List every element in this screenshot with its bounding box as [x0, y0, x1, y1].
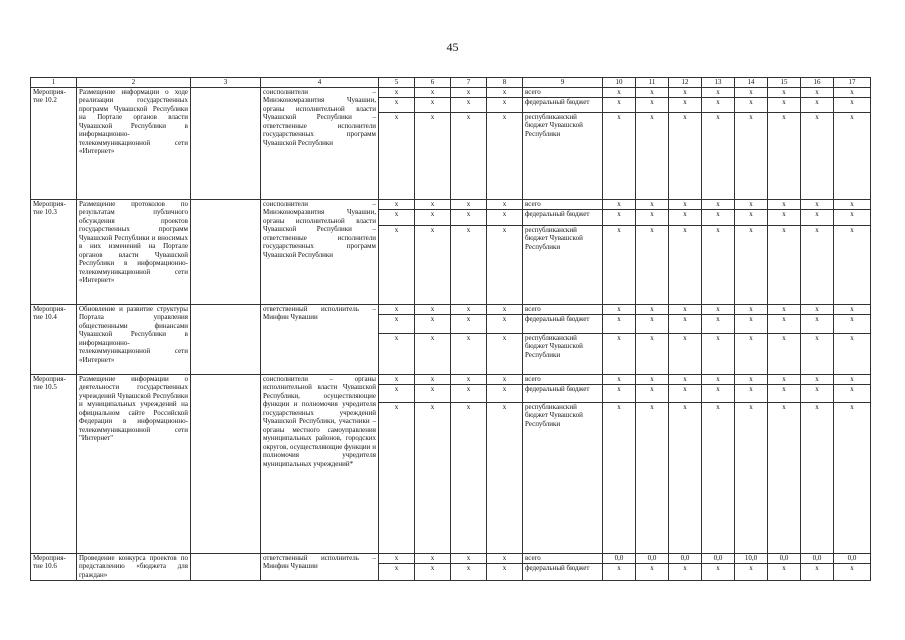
code-cell-c7: х: [451, 402, 487, 553]
year-value-13: х: [702, 112, 735, 199]
year-value-16: х: [801, 563, 834, 580]
year-value-11: х: [636, 402, 669, 553]
year-value-14: х: [735, 225, 768, 304]
table-row: [31, 199, 871, 209]
code-cell-c5: х: [379, 112, 415, 199]
year-value-11: х: [636, 199, 669, 209]
year-value-15: х: [768, 112, 801, 199]
year-value-14: х: [735, 402, 768, 553]
year-value-14: х: [735, 199, 768, 209]
code-cell-c6: х: [415, 225, 451, 304]
activity-title: Обновление и развитие структуры Портала управления общественными финансами Чувашской Республики в информационно-телекоммуникационной сети «Интернет»: [77, 304, 191, 374]
code-cell-c8: х: [487, 304, 523, 314]
year-value-10: х: [603, 304, 636, 314]
funding-source: всего: [523, 553, 603, 563]
year-value-17: х: [834, 225, 871, 304]
year-value-11: х: [636, 333, 669, 374]
year-value-13: х: [702, 314, 735, 333]
year-value-13: х: [702, 199, 735, 209]
year-value-12: х: [669, 563, 702, 580]
code-cell-c6: х: [415, 384, 451, 402]
code-cell-c6: х: [415, 402, 451, 553]
year-value-11: 0,0: [636, 553, 669, 563]
code-cell-c8: х: [487, 209, 523, 225]
year-value-10: х: [603, 563, 636, 580]
year-value-17: х: [834, 304, 871, 314]
year-value-12: х: [669, 333, 702, 374]
code-cell-c8: х: [487, 563, 523, 580]
year-value-17: х: [834, 209, 871, 225]
column-number-15: 15: [768, 78, 801, 88]
column-number-8: 8: [487, 78, 523, 88]
year-value-11: х: [636, 374, 669, 384]
year-value-16: х: [801, 225, 834, 304]
code-cell-c7: х: [451, 209, 487, 225]
year-value-16: х: [801, 333, 834, 374]
column-number-row: [31, 78, 871, 88]
code-cell-c6: х: [415, 209, 451, 225]
year-value-10: х: [603, 225, 636, 304]
code-cell-c8: х: [487, 384, 523, 402]
year-value-10: х: [603, 384, 636, 402]
year-value-16: 0,0: [801, 553, 834, 563]
code-cell-c8: х: [487, 87, 523, 97]
year-value-13: х: [702, 563, 735, 580]
funding-source: республиканский бюджет Чувашской Республики: [523, 112, 603, 199]
activity-column-3: [191, 87, 261, 199]
code-cell-c8: х: [487, 314, 523, 333]
year-value-11: х: [636, 112, 669, 199]
year-value-14: х: [735, 209, 768, 225]
year-value-12: х: [669, 209, 702, 225]
code-cell-c5: х: [379, 209, 415, 225]
code-cell-c7: х: [451, 384, 487, 402]
year-value-15: х: [768, 225, 801, 304]
year-value-15: х: [768, 97, 801, 112]
year-value-13: х: [702, 87, 735, 97]
year-value-15: х: [768, 199, 801, 209]
year-value-14: х: [735, 97, 768, 112]
year-value-17: х: [834, 87, 871, 97]
year-value-13: х: [702, 384, 735, 402]
activity-executor: соисполнители – Минэкономразвития Чувашии, органы исполнительной власти Чувашской Республики – ответственные исполнители государственных программ Чувашской Республики: [261, 87, 379, 199]
column-number-2: 2: [77, 78, 191, 88]
year-value-17: х: [834, 314, 871, 333]
code-cell-c7: х: [451, 333, 487, 374]
year-value-14: х: [735, 304, 768, 314]
year-value-10: х: [603, 112, 636, 199]
code-cell-c7: х: [451, 553, 487, 563]
year-value-11: х: [636, 209, 669, 225]
year-value-13: х: [702, 209, 735, 225]
code-cell-c7: х: [451, 304, 487, 314]
year-value-17: х: [834, 402, 871, 553]
code-cell-c5: х: [379, 563, 415, 580]
funding-source: федеральный бюджет: [523, 384, 603, 402]
year-value-13: х: [702, 97, 735, 112]
funding-source: федеральный бюджет: [523, 209, 603, 225]
year-value-10: х: [603, 209, 636, 225]
column-number-7: 7: [451, 78, 487, 88]
year-value-10: х: [603, 374, 636, 384]
code-cell-c7: х: [451, 199, 487, 209]
code-cell-c8: х: [487, 225, 523, 304]
year-value-11: х: [636, 563, 669, 580]
column-number-11: 11: [636, 78, 669, 88]
year-value-14: х: [735, 563, 768, 580]
funding-source: всего: [523, 87, 603, 97]
year-value-14: 10,0: [735, 553, 768, 563]
code-cell-c8: х: [487, 374, 523, 384]
column-number-9: 9: [523, 78, 603, 88]
year-value-12: х: [669, 314, 702, 333]
year-value-12: х: [669, 112, 702, 199]
code-cell-c8: х: [487, 97, 523, 112]
year-value-17: х: [834, 97, 871, 112]
year-value-13: х: [702, 402, 735, 553]
year-value-16: х: [801, 304, 834, 314]
year-value-14: х: [735, 314, 768, 333]
activity-code: Мероприя-тие 10.3: [31, 199, 77, 304]
year-value-16: х: [801, 384, 834, 402]
code-cell-c5: х: [379, 87, 415, 97]
year-value-12: х: [669, 384, 702, 402]
code-cell-c5: х: [379, 553, 415, 563]
year-value-10: х: [603, 333, 636, 374]
year-value-15: х: [768, 563, 801, 580]
column-number-16: 16: [801, 78, 834, 88]
column-number-4: 4: [261, 78, 379, 88]
column-number-1: 1: [31, 78, 77, 88]
year-value-14: х: [735, 333, 768, 374]
year-value-17: х: [834, 384, 871, 402]
year-value-15: х: [768, 402, 801, 553]
year-value-15: х: [768, 314, 801, 333]
code-cell-c5: х: [379, 314, 415, 333]
year-value-12: х: [669, 374, 702, 384]
table-row: [31, 374, 871, 384]
code-cell-c7: х: [451, 314, 487, 333]
code-cell-c8: х: [487, 402, 523, 553]
activity-column-3: [191, 374, 261, 553]
year-value-15: х: [768, 333, 801, 374]
activity-title: Проведение конкурса проектов по представлению «бюджета для граждан»: [77, 553, 191, 580]
code-cell-c6: х: [415, 333, 451, 374]
year-value-11: х: [636, 384, 669, 402]
table-body: [31, 78, 871, 581]
code-cell-c7: х: [451, 225, 487, 304]
year-value-13: х: [702, 225, 735, 304]
code-cell-c5: х: [379, 384, 415, 402]
column-number-14: 14: [735, 78, 768, 88]
year-value-14: х: [735, 87, 768, 97]
year-value-15: х: [768, 209, 801, 225]
year-value-16: х: [801, 112, 834, 199]
code-cell-c6: х: [415, 304, 451, 314]
code-cell-c5: х: [379, 225, 415, 304]
year-value-11: х: [636, 314, 669, 333]
year-value-16: х: [801, 374, 834, 384]
year-value-11: х: [636, 225, 669, 304]
year-value-13: х: [702, 333, 735, 374]
code-cell-c8: х: [487, 553, 523, 563]
year-value-12: 0,0: [669, 553, 702, 563]
code-cell-c5: х: [379, 402, 415, 553]
activity-executor: соисполнители – органы исполнительной власти Чувашской Республики, осуществляющие функции и полномочия учредителя государственных учреждений Чувашской Республики, участники – органы местного самоуправления муниципальных районов, городских округов, осуществляющие функции и полномочия учредителя муниципальных учреждений*: [261, 374, 379, 553]
year-value-14: х: [735, 374, 768, 384]
table-row: [31, 304, 871, 314]
year-value-13: х: [702, 304, 735, 314]
page-number: 45: [446, 40, 459, 54]
code-cell-c7: х: [451, 87, 487, 97]
column-number-6: 6: [415, 78, 451, 88]
table-row: [31, 553, 871, 563]
activity-executor: ответственный исполнитель – Минфин Чувашии: [261, 304, 379, 374]
code-cell-c6: х: [415, 199, 451, 209]
year-value-10: х: [603, 314, 636, 333]
funding-source: федеральный бюджет: [523, 563, 603, 580]
code-cell-c7: х: [451, 563, 487, 580]
year-value-16: х: [801, 314, 834, 333]
column-number-3: 3: [191, 78, 261, 88]
code-cell-c7: х: [451, 97, 487, 112]
code-cell-c6: х: [415, 563, 451, 580]
year-value-11: х: [636, 304, 669, 314]
activity-title: Размещение протоколов по результатам публичного обсуждения проектов государственных программ Чувашской Республики и вносимых в них изменений на Портале органов власти Чувашской Республики в информационно-телекоммуникационной сети «Интернет»: [77, 199, 191, 304]
code-cell-c6: х: [415, 87, 451, 97]
activity-title: Размещение информации о ходе реализации государственных программ Чувашской Республики на Портале органов власти Чувашской Республики в информационно-телекоммуникационной сети «Интернет»: [77, 87, 191, 199]
code-cell-c6: х: [415, 97, 451, 112]
year-value-10: х: [603, 402, 636, 553]
code-cell-c5: х: [379, 333, 415, 374]
code-cell-c5: х: [379, 374, 415, 384]
code-cell-c6: х: [415, 553, 451, 563]
year-value-16: х: [801, 97, 834, 112]
year-value-12: х: [669, 304, 702, 314]
code-cell-c8: х: [487, 333, 523, 374]
year-value-17: х: [834, 563, 871, 580]
year-value-15: 0,0: [768, 553, 801, 563]
funding-source: всего: [523, 199, 603, 209]
activity-code: Мероприя-тие 10.2: [31, 87, 77, 199]
column-number-12: 12: [669, 78, 702, 88]
code-cell-c8: х: [487, 112, 523, 199]
column-number-10: 10: [603, 78, 636, 88]
year-value-17: х: [834, 199, 871, 209]
activity-executor: соисполнители – Минэкономразвития Чувашии, органы исполнительной власти Чувашской Республики – ответственные исполнители государственных программ Чувашской Республики: [261, 199, 379, 304]
column-number-17: 17: [834, 78, 871, 88]
code-cell-c6: х: [415, 374, 451, 384]
year-value-15: х: [768, 374, 801, 384]
year-value-14: х: [735, 384, 768, 402]
year-value-11: х: [636, 87, 669, 97]
year-value-17: х: [834, 112, 871, 199]
activity-column-3: [191, 304, 261, 374]
funding-source: федеральный бюджет: [523, 314, 603, 333]
code-cell-c5: х: [379, 97, 415, 112]
program-activities-table: [30, 77, 871, 581]
code-cell-c7: х: [451, 112, 487, 199]
code-cell-c6: х: [415, 112, 451, 199]
column-number-13: 13: [702, 78, 735, 88]
funding-source: республиканский бюджет Чувашской Республики: [523, 225, 603, 304]
year-value-16: х: [801, 209, 834, 225]
column-number-5: 5: [379, 78, 415, 88]
activity-column-3: [191, 199, 261, 304]
year-value-15: х: [768, 384, 801, 402]
year-value-10: 0,0: [603, 553, 636, 563]
code-cell-c6: х: [415, 314, 451, 333]
year-value-12: х: [669, 97, 702, 112]
activity-title: Размещение информации о деятельности государственных учреждений Чувашской Республики и муниципальных учреждений на официальном сайте Российской Федерации в информационно-телекоммуникационной сети "Интернет": [77, 374, 191, 553]
year-value-11: х: [636, 97, 669, 112]
code-cell-c7: х: [451, 374, 487, 384]
year-value-15: х: [768, 304, 801, 314]
funding-source: республиканский бюджет Чувашской Республики: [523, 333, 603, 374]
year-value-10: х: [603, 87, 636, 97]
year-value-17: х: [834, 374, 871, 384]
year-value-15: х: [768, 87, 801, 97]
year-value-13: 0,0: [702, 553, 735, 563]
code-cell-c5: х: [379, 304, 415, 314]
activity-code: Мероприя-тие 10.5: [31, 374, 77, 553]
funding-source: всего: [523, 304, 603, 314]
funding-source: республиканский бюджет Чувашской Республики: [523, 402, 603, 553]
activity-executor: ответственный исполнитель – Минфин Чувашии: [261, 553, 379, 580]
year-value-14: х: [735, 112, 768, 199]
year-value-16: х: [801, 199, 834, 209]
year-value-16: х: [801, 402, 834, 553]
year-value-16: х: [801, 87, 834, 97]
activity-column-3: [191, 553, 261, 580]
year-value-13: х: [702, 374, 735, 384]
year-value-10: х: [603, 199, 636, 209]
table-row: [31, 87, 871, 97]
funding-source: всего: [523, 374, 603, 384]
activity-code: Мероприя-тие 10.4: [31, 304, 77, 374]
year-value-12: х: [669, 402, 702, 553]
year-value-12: х: [669, 199, 702, 209]
year-value-17: х: [834, 333, 871, 374]
year-value-12: х: [669, 87, 702, 97]
funding-source: федеральный бюджет: [523, 97, 603, 112]
year-value-10: х: [603, 97, 636, 112]
year-value-12: х: [669, 225, 702, 304]
code-cell-c5: х: [379, 199, 415, 209]
activity-code: Мероприя-тие 10.6: [31, 553, 77, 580]
code-cell-c8: х: [487, 199, 523, 209]
year-value-17: 0,0: [834, 553, 871, 563]
